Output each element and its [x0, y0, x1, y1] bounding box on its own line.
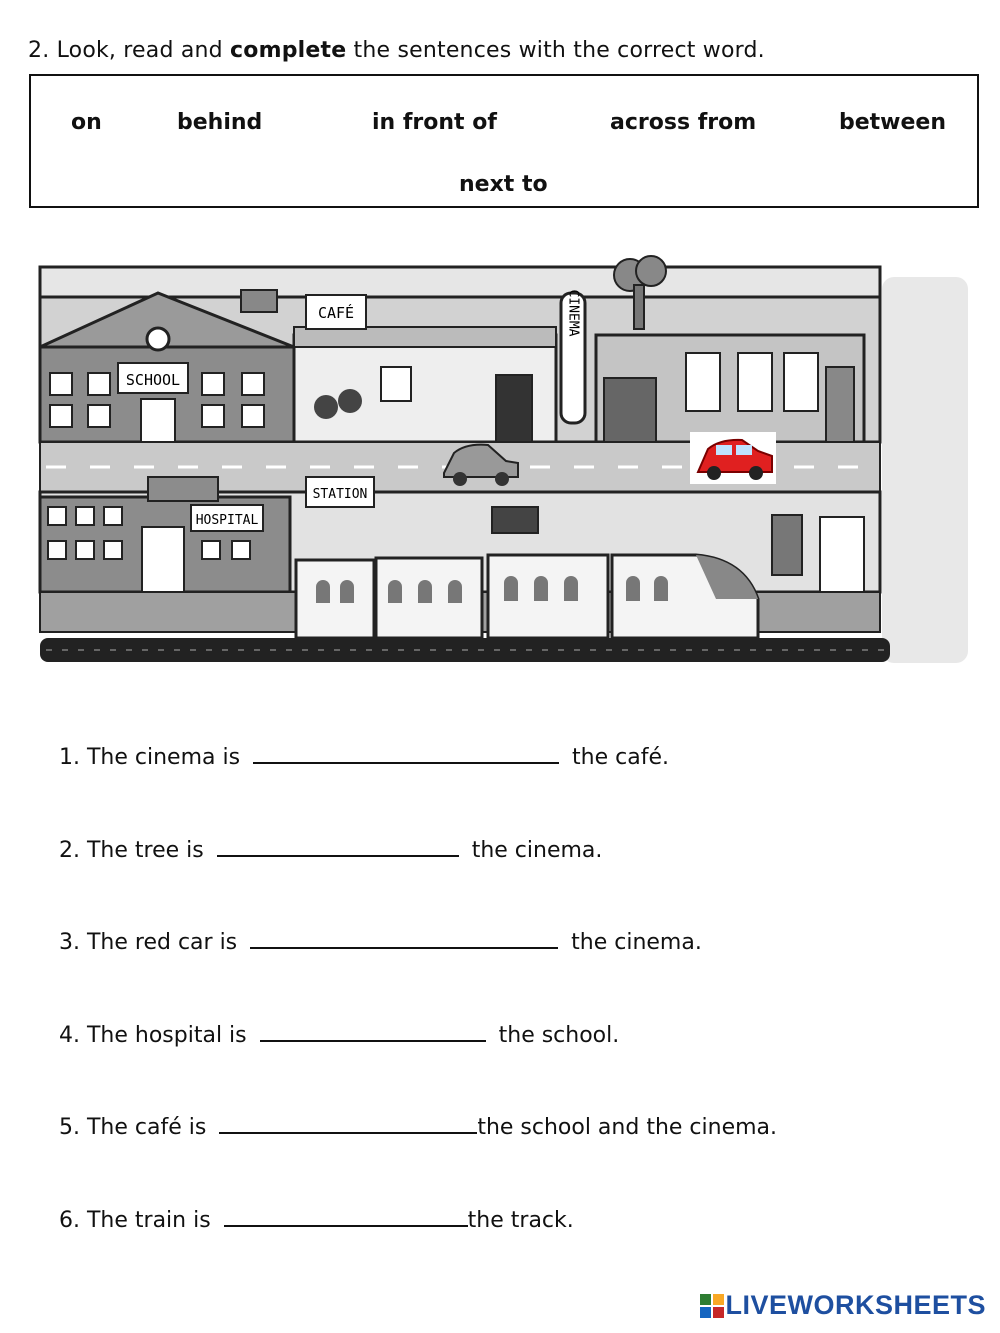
- sentence-3-after: the cinema.: [564, 930, 702, 955]
- cinema-label: CINEMA: [565, 289, 581, 337]
- word-between: between: [839, 110, 947, 135]
- sentence-3-before: 3. The red car is: [59, 930, 245, 955]
- sentence-5-before: 5. The café is: [59, 1115, 214, 1140]
- sentence-1: [59, 742, 669, 770]
- school-label: SCHOOL: [125, 371, 181, 389]
- sentence-2: [59, 835, 602, 863]
- word-on: on: [71, 110, 102, 135]
- word-next-to: next to: [459, 172, 548, 197]
- sentence-4: [59, 1020, 619, 1048]
- instruction-prefix: 2. Look, read and: [28, 38, 231, 63]
- blank-1[interactable]: [253, 742, 559, 764]
- logo-icon: [699, 1293, 725, 1319]
- sentence-5: [59, 1112, 777, 1140]
- sentence-4-after: the school.: [491, 1023, 620, 1048]
- sentence-6: [59, 1205, 574, 1233]
- sentence-6-after: the track.: [467, 1208, 574, 1233]
- sentence-5-after: the school and the cinema.: [477, 1115, 778, 1140]
- station-label: STATION: [312, 487, 368, 502]
- blank-4[interactable]: [260, 1020, 486, 1042]
- sentence-2-after: the cinema.: [464, 838, 603, 863]
- word-bank-box: [29, 74, 979, 208]
- sentence-2-before: 2. The tree is: [59, 838, 211, 863]
- sentence-3: [59, 927, 702, 955]
- liveworksheets-logo[interactable]: [699, 1290, 986, 1321]
- instruction-text: [28, 38, 765, 63]
- logo-text: LIVEWORKSHEETS: [725, 1290, 986, 1320]
- word-in-front-of: in front of: [372, 110, 497, 135]
- cafe-label: CAFÉ: [317, 304, 355, 322]
- hospital-label: HOSPITAL: [195, 513, 259, 528]
- sentence-1-after: the café.: [565, 745, 670, 770]
- sentence-6-before: 6. The train is: [59, 1208, 218, 1233]
- instruction-suffix: the sentences with the correct word.: [346, 38, 765, 63]
- instruction-bold: complete: [230, 38, 347, 63]
- sentence-1-before: 1. The cinema is: [59, 745, 248, 770]
- blank-2[interactable]: [217, 835, 459, 857]
- train: [296, 555, 758, 638]
- town-illustration: [36, 255, 970, 665]
- blank-6[interactable]: [224, 1205, 468, 1227]
- red-car: [690, 432, 776, 484]
- blank-5[interactable]: [219, 1112, 477, 1134]
- word-across-from: across from: [610, 110, 757, 135]
- blank-3[interactable]: [250, 927, 558, 949]
- word-behind: behind: [177, 110, 263, 135]
- sentence-4-before: 4. The hospital is: [59, 1023, 254, 1048]
